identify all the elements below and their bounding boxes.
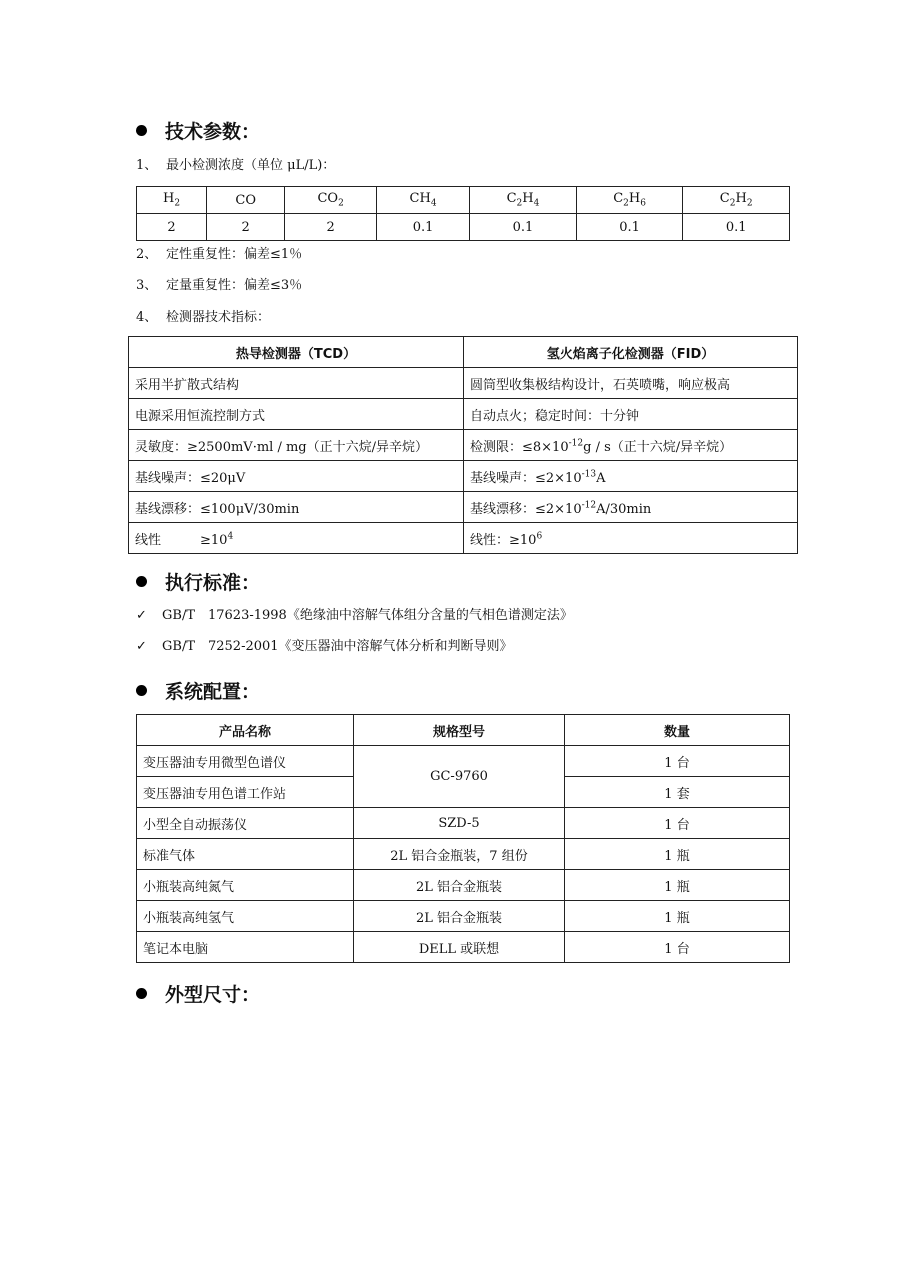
fid-cell: 基线漂移：$\le 2\times 10^{-12}A/30\min$	[464, 492, 798, 523]
config-row	[137, 932, 790, 963]
standard-item: ✓ GB/T 7252-2001《变压器油中溶解气体分析和判断导则》	[136, 639, 513, 654]
tcd-cell: 采用半扩散式结构	[129, 368, 464, 399]
tcd-cell: 线性 $\ge 10^4$	[129, 523, 464, 554]
config-name-cell: 小型全自动振荡仪	[137, 808, 354, 839]
conc-header-cell: $C_2H_4$	[470, 187, 577, 214]
config-model-cell: 2L 铝合金瓶装	[354, 870, 565, 901]
config-name-cell: 笔记本电脑	[137, 932, 354, 963]
conc-value-row	[137, 214, 790, 241]
checkmark-icon: ✓	[136, 608, 147, 623]
config-header-model: 规格型号	[354, 715, 565, 746]
standard-item: ✓ GB/T 17623-1998《绝缘油中溶解气体组分含量的气相色谱测定法》	[136, 608, 573, 623]
section-title-config: 系统配置：	[136, 680, 260, 704]
bullet-icon	[136, 685, 147, 696]
config-row	[137, 901, 790, 932]
bullet-icon	[136, 988, 147, 999]
conc-header-cell: $C_2H_2$	[683, 187, 790, 214]
section-title-standards: 执行标准：	[136, 571, 260, 595]
detector-row	[129, 461, 798, 492]
config-name-cell: 变压器油专用微型色谱仪	[137, 746, 354, 777]
bullet-icon	[136, 576, 147, 587]
concentration-table	[136, 186, 790, 241]
conc-value-cell: 2	[285, 214, 377, 241]
config-name-cell: 标准气体	[137, 839, 354, 870]
conc-value-cell: 0.1	[470, 214, 577, 241]
section-title-tech: 技术参数：	[136, 120, 260, 144]
fid-header: 氢火焰离子化检测器（FID）	[464, 337, 798, 368]
detector-row	[129, 492, 798, 523]
tcd-header: 热导检测器（TCD）	[129, 337, 464, 368]
config-row	[137, 808, 790, 839]
detector-row	[129, 399, 798, 430]
param-detector-specs: 4、 检测器技术指标：	[136, 310, 271, 325]
param-quantitative-repeatability: 3、 定量重复性：偏差≤3％	[136, 278, 303, 293]
conc-value-cell: 2	[137, 214, 207, 241]
fid-cell: 自动点火；稳定时间：十分钟	[464, 399, 798, 430]
config-qty-cell: 1 瓶	[565, 839, 790, 870]
config-row	[137, 746, 790, 777]
config-header-row	[137, 715, 790, 746]
tcd-cell: 基线噪声：≤20μV	[129, 461, 464, 492]
tcd-cell: 基线漂移：≤100μV/30min	[129, 492, 464, 523]
detector-row	[129, 430, 798, 461]
config-model-cell: 2L 铝合金瓶装	[354, 901, 565, 932]
config-qty-cell: 1 台	[565, 746, 790, 777]
detector-table	[128, 336, 798, 554]
config-qty-cell: 1 台	[565, 932, 790, 963]
config-model-cell: 2L 铝合金瓶装，7 组份	[354, 839, 565, 870]
conc-header-cell: $H_2$	[137, 187, 207, 214]
param-min-concentration: 1、 最小检测浓度（单位 μL/L)：	[136, 158, 336, 173]
conc-value-cell: 0.1	[376, 214, 469, 241]
fid-cell: 检测限：$\le 8\times 10^{-12}g / s$（正十六烷/异辛烷）	[464, 430, 798, 461]
conc-header-cell: $CH_4$	[376, 187, 469, 214]
config-model-cell: DELL 或联想	[354, 932, 565, 963]
checkmark-icon: ✓	[136, 639, 147, 654]
conc-value-cell: 0.1	[683, 214, 790, 241]
config-row	[137, 870, 790, 901]
tcd-cell: 电源采用恒流控制方式	[129, 399, 464, 430]
config-qty-cell: 1 台	[565, 808, 790, 839]
section-title-dimensions: 外型尺寸：	[136, 983, 260, 1007]
param-qualitative-repeatability: 2、 定性重复性：偏差≤1％	[136, 247, 303, 262]
bullet-icon	[136, 125, 147, 136]
config-table	[136, 714, 790, 963]
fid-cell: 线性：$\ge 10^6$	[464, 523, 798, 554]
conc-header-cell: $C_2H_6$	[576, 187, 683, 214]
config-qty-cell: 1 套	[565, 777, 790, 808]
config-name-cell: 小瓶装高纯氢气	[137, 901, 354, 932]
config-qty-cell: 1 瓶	[565, 870, 790, 901]
detector-header-row	[129, 337, 798, 368]
fid-cell: 圆筒型收集极结构设计，石英喷嘴，响应极高	[464, 368, 798, 399]
config-header-name: 产品名称	[137, 715, 354, 746]
config-model-cell: SZD-5	[354, 808, 565, 839]
conc-value-cell: 0.1	[576, 214, 683, 241]
conc-header-row	[137, 187, 790, 214]
fid-cell: 基线噪声：$\le 2\times 10^{-13}A$	[464, 461, 798, 492]
config-name-cell: 变压器油专用色谱工作站	[137, 777, 354, 808]
config-qty-cell: 1 瓶	[565, 901, 790, 932]
conc-header-cell: CO	[207, 187, 285, 214]
config-header-qty: 数量	[565, 715, 790, 746]
config-name-cell: 小瓶装高纯氮气	[137, 870, 354, 901]
conc-value-cell: 2	[207, 214, 285, 241]
tcd-cell: 灵敏度：≥2500mV·ml / mg（正十六烷/异辛烷）	[129, 430, 464, 461]
conc-header-cell: $CO_2$	[285, 187, 377, 214]
detector-row	[129, 368, 798, 399]
config-row	[137, 839, 790, 870]
detector-row	[129, 523, 798, 554]
config-model-cell: GC-9760	[354, 746, 565, 808]
